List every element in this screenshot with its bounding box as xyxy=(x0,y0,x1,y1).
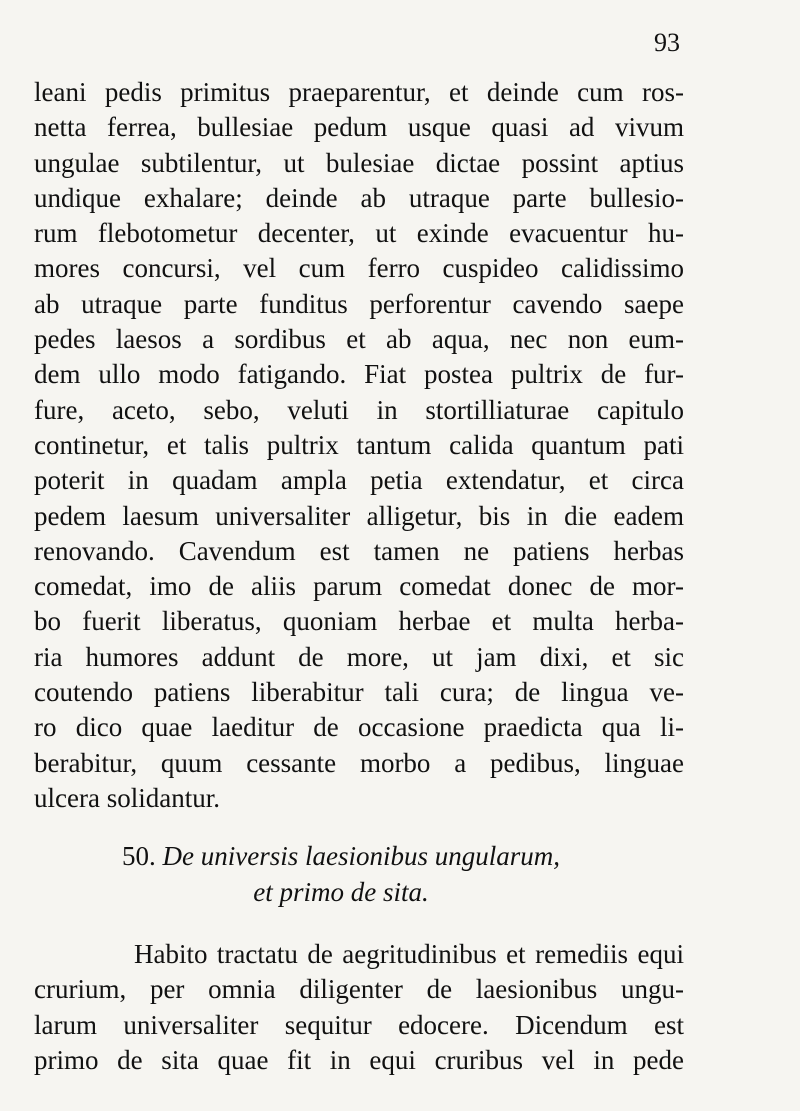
text-line: mores concursi, vel cum ferro cuspideo calidissimo xyxy=(34,253,684,284)
text-line: primo de sita quae fit in equi cruribus vel in pede xyxy=(34,1044,684,1075)
text-line: ro dico quae laeditur de occasione praedicta qua li- xyxy=(34,712,684,743)
body-paragraph xyxy=(34,937,684,1078)
text-line: ungulae subtilentur, ut bulesiae dictae possint aptius xyxy=(34,147,684,178)
text-line: ulcera solidantur. xyxy=(34,782,220,813)
text-line: comedat, imo de aliis parum comedat donec de mor- xyxy=(34,571,684,602)
text-line: renovando. Cavendum est tamen ne patiens herbas xyxy=(34,535,684,566)
text-line: undique exhalare; deinde ab utraque parte bullesio- xyxy=(34,182,684,213)
body-paragraph xyxy=(34,75,684,816)
text-line: berabitur, quum cessante morbo a pedibus, linguae xyxy=(34,747,684,778)
section-subtitle: et primo de sita. xyxy=(253,877,429,907)
text-line: crurium, per omnia diligenter de laesionibus ungu- xyxy=(34,974,684,1005)
text-line: ab utraque parte funditus perforentur cavendo saepe xyxy=(34,288,684,319)
section-title: De universis laesionibus ungularum, xyxy=(162,841,560,871)
text-line: coutendo patiens liberabitur tali cura; de lingua ve- xyxy=(34,677,684,708)
text-line: poterit in quadam ampla petia extendatur, et circa xyxy=(34,465,684,496)
section-heading-line-1 xyxy=(106,838,576,874)
text-line: leani pedis primitus praeparentur, et deinde cum ros- xyxy=(34,77,684,107)
section-number: 50. xyxy=(122,841,156,871)
text-line: dem ullo modo fatigando. Fiat postea pultrix de fur- xyxy=(34,359,684,390)
page-number: 93 xyxy=(654,28,680,57)
text-line: rum flebotometur decenter, ut exinde evacuentur hu- xyxy=(34,218,684,249)
text-line: pedem laesum universaliter alligetur, bis in die eadem xyxy=(34,500,684,531)
text-line: larum universaliter sequitur edocere. Dicendum est xyxy=(34,1009,684,1040)
text-line: Habito tractatu de aegritudinibus et remediis equi xyxy=(134,939,684,969)
text-line: pedes laesos a sordibus et ab aqua, nec non eum- xyxy=(34,324,684,355)
text-line: netta ferrea, bullesiae pedum usque quasi ad vivum xyxy=(34,112,684,143)
text-line: bo fuerit liberatus, quoniam herbae et multa herba- xyxy=(34,606,684,637)
section-heading xyxy=(106,838,576,910)
text-line: fure, aceto, sebo, veluti in stortilliaturae capitulo xyxy=(34,394,684,425)
text-line: continetur, et talis pultrix tantum calida quantum pati xyxy=(34,429,684,460)
text-line: ria humores addunt de more, ut jam dixi, et sic xyxy=(34,641,684,672)
